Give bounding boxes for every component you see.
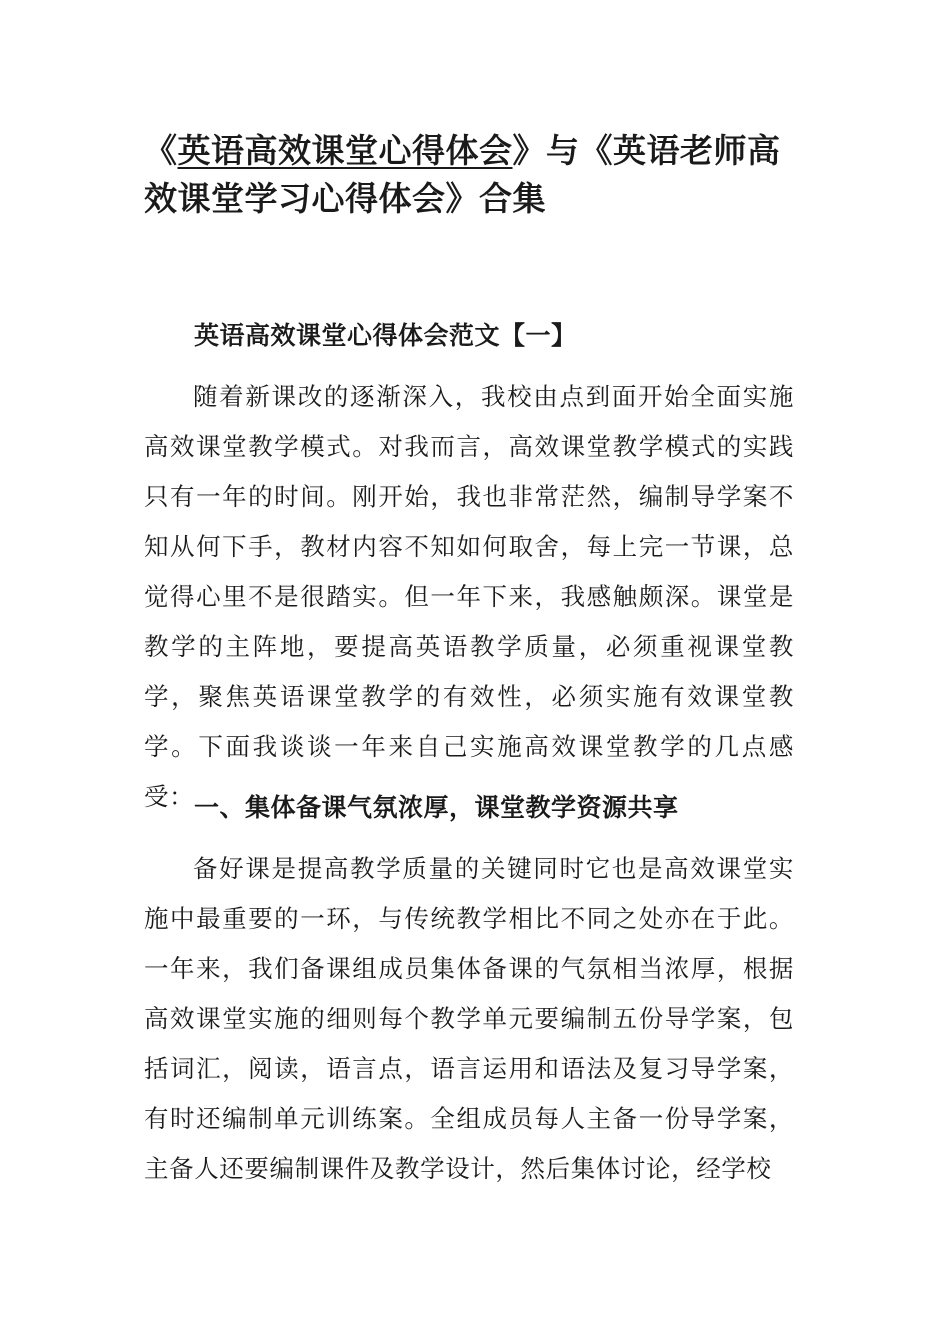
body-paragraph: 随着新课改的逐渐深入，我校由点到面开始全面实施高效课堂教学模式。对我而言，高效课堂教学模式的实践只有一年的时间。刚开始，我也非常茫然，编制导学案不知从何下手，教材内容不知如何取舍，每上完一节课，总觉得心里不是很踏实。但一年下来，我感触颇深。课堂是教学的主阵地，要提高英语教学质量，必须重视课堂教学，聚焦英语课堂教学的有效性，必须实施有效课堂教学。下面我谈谈一年来自己实施高效课堂教学的几点感受：: [144, 382, 794, 811]
document-title: [144, 127, 804, 223]
title-rest: 》与《英语老师高效课堂学习心得体会》合集: [144, 131, 781, 218]
title-open-quote: 《: [144, 131, 178, 170]
title-underlined-text: 英语高效课堂心得体会: [177, 131, 513, 170]
subsection-heading: 一、集体备课气氛浓厚，课堂教学资源共享: [194, 793, 679, 822]
section-heading: 英语高效课堂心得体会范文【一】: [194, 321, 577, 350]
body-paragraph: 备好课是提高教学质量的关键同时它也是高效课堂实施中最重要的一环，与传统教学相比不同之处亦在于此。一年来，我们备课组成员集体备课的气氛相当浓厚，根据高效课堂实施的细则每个教学单元要编制五份导学案，包括词汇，阅读，语言点，语言运用和语法及复习导学案，有时还编制单元训练案。全组成员每人主备一份导学案，主备人还要编制课件及教学设计，然后集体讨论，经学校: [144, 854, 794, 1183]
